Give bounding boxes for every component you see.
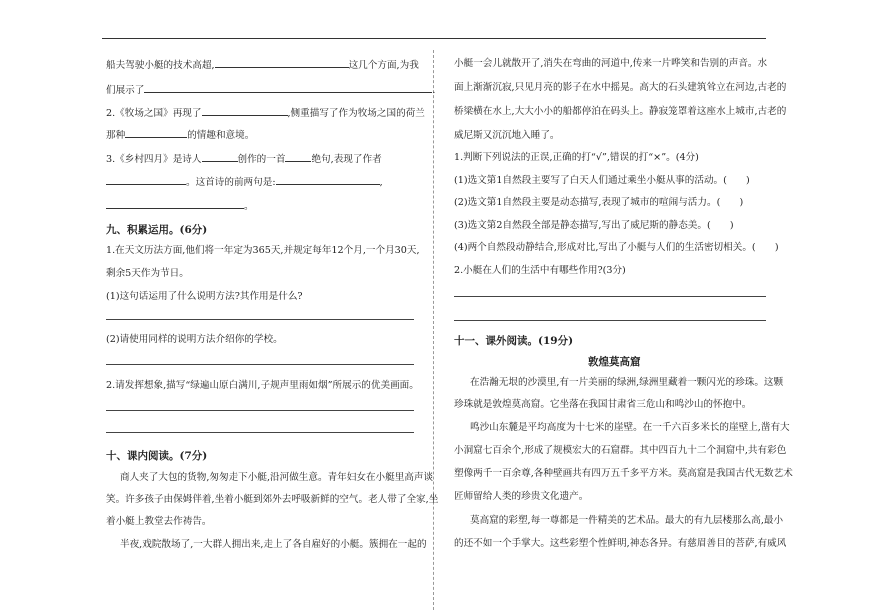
- article-line: 匠师留给人类的珍贵文化遗产。: [454, 491, 589, 502]
- answer-blank[interactable]: [202, 152, 238, 162]
- q8-1-line2: 们展示了 .: [106, 85, 436, 96]
- q8-1-line1: [106, 58, 419, 72]
- q8-3-line2: [106, 175, 383, 189]
- q9-2: 2.请发挥想象,描写“绿遍山原白满川,子规声里雨如烟”所展示的优美画面。: [106, 380, 419, 391]
- q8-3-line1: [106, 152, 382, 166]
- passage-line: 桥梁横在水上,大大小小的船都停泊在码头上。静寂笼罩着这座水上城市,古老的: [454, 106, 787, 117]
- article-title: 敦煌莫高窟: [588, 356, 641, 368]
- q8-2-line1: [106, 106, 425, 120]
- q8-2-line2: [106, 128, 254, 142]
- article-line: 珍珠就是敦煌莫高窟。它坐落在我国甘肃省三危山和鸣沙山的怀抱中。: [454, 399, 752, 410]
- q8-3-text-d: 。这首诗的前两句是:: [186, 177, 276, 188]
- answer-blank[interactable]: [276, 175, 380, 185]
- q10-1: 1.判断下列说法的正误,正确的打“√”,错误的打“×”。(4分): [454, 152, 699, 163]
- answer-blank[interactable]: [125, 128, 187, 138]
- q8-3-text-f: 。: [244, 201, 254, 212]
- q10-1-item2: (2)选文第1自然段主要是动态描写,表现了城市的喧闹与活力。( ): [454, 197, 744, 208]
- q8-3-text: 3.《乡村四月》是诗人: [106, 154, 202, 165]
- article-line: 小洞窟七百余个,形成了规模宏大的石窟群。其中四百九十二个洞窟中,共有彩色: [454, 445, 787, 456]
- q8-2-text-d: 的情趣和意境。: [187, 130, 255, 141]
- passage-line: 商人夹了大包的货物,匆匆走下小艇,沿河做生意。青年妇女在小艇里高声谈: [120, 472, 434, 483]
- q8-2-text: 2.《牧场之国》再现了: [106, 108, 202, 119]
- answer-line[interactable]: [106, 432, 414, 433]
- q8-3-text-e: ,: [379, 177, 383, 188]
- section-10-heading: 十、课内阅读。(7分): [106, 450, 208, 462]
- article-line: 塑像两千一百余尊,各种壁画共有四万五千多平方米。莫高窟是我国古代无数艺术: [454, 468, 793, 479]
- passage-line: 着小艇上教堂去作祷告。: [106, 516, 212, 527]
- column-divider: [433, 50, 434, 610]
- q10-2: 2.小艇在人们的生活中有哪些作用?(3分): [454, 265, 626, 276]
- section-9-heading: 九、积累运用。(6分): [106, 224, 208, 236]
- answer-blank[interactable]: [285, 152, 311, 162]
- q8-3-text-c: 绝句,表现了作者: [311, 154, 382, 165]
- passage-line: 半夜,戏院散场了,一大群人拥出来,走上了各自雇好的小艇。簇拥在一起的: [120, 539, 427, 550]
- q8-1-text: 船夫驾驶小艇的技术高超,: [106, 60, 215, 71]
- passage-line: 面上渐渐沉寂,只见月亮的影子在水中摇晃。高大的石头建筑耸立在河边,古老的: [454, 82, 787, 93]
- answer-blank[interactable]: [202, 106, 288, 116]
- q10-1-item1: (1)选文第1自然段主要写了白天人们通过乘坐小艇从事的活动。( ): [454, 175, 750, 186]
- answer-line[interactable]: [106, 364, 414, 365]
- q9-1-sub1: (1)这句话运用了什么说明方法?其作用是什么?: [106, 291, 303, 302]
- passage-line: 威尼斯又沉沉地入睡了。: [454, 130, 560, 141]
- q8-3-line3: [106, 199, 254, 213]
- article-line: 莫高窟的彩塑,每一尊都是一件精美的艺术品。最大的有九层楼那么高,最小: [470, 515, 784, 526]
- answer-blank[interactable]: [144, 83, 432, 93]
- passage-line: 笑。许多孩子由保姆伴着,坐着小艇到郊外去呼吸新鲜的空气。老人带了全家,坐: [106, 494, 439, 505]
- answer-line[interactable]: [454, 320, 766, 321]
- q8-1-text-c: 们展示了: [106, 85, 145, 96]
- q8-2-text-b: ,侧重描写了作为牧场之国的荷兰: [287, 108, 425, 119]
- article-line: 鸣沙山东麓是平均高度为十七米的崖壁。在一千六百多米长的崖壁上,凿有大: [470, 422, 790, 433]
- answer-line[interactable]: [106, 410, 414, 411]
- answer-line[interactable]: [454, 296, 766, 297]
- q9-1-line1: 1.在天文历法方面,他们将一年定为365天,并规定每年12个月,一个月30天,: [106, 245, 420, 256]
- q9-1-sub2: (2)请使用同样的说明方法介绍你的学校。: [106, 334, 283, 345]
- q10-1-item3: (3)选文第2自然段全部是静态描写,写出了威尼斯的静态美。( ): [454, 220, 734, 231]
- article-line: 的还不如一个手掌大。这些彩塑个性鲜明,神态各异。有慈眉善目的菩萨,有威风: [454, 538, 787, 549]
- header-rule: [102, 38, 766, 39]
- q10-1-item4: (4)两个自然段动静结合,形成对比,写出了小艇与人们的生活密切相关。( ): [454, 242, 779, 253]
- q8-2-text-c: 那种: [106, 130, 126, 141]
- answer-blank[interactable]: [106, 199, 244, 209]
- passage-line: 小艇一会儿就散开了,消失在弯曲的河道中,传来一片哗笑和告别的声音。水: [454, 58, 768, 69]
- section-11-heading: 十一、课外阅读。(19分): [454, 335, 574, 347]
- q8-1-text-b: 这几个方面,为我: [348, 60, 419, 71]
- answer-line[interactable]: [106, 319, 414, 320]
- article-line: 在浩瀚无垠的沙漠里,有一片美丽的绿洲,绿洲里藏着一颗闪光的珍珠。这颗: [470, 377, 784, 388]
- answer-blank[interactable]: [106, 175, 186, 185]
- answer-blank[interactable]: [215, 58, 349, 68]
- q9-1-line2: 剩余5天作为节日。: [106, 268, 189, 279]
- q8-3-text-b: 创作的一首: [237, 154, 286, 165]
